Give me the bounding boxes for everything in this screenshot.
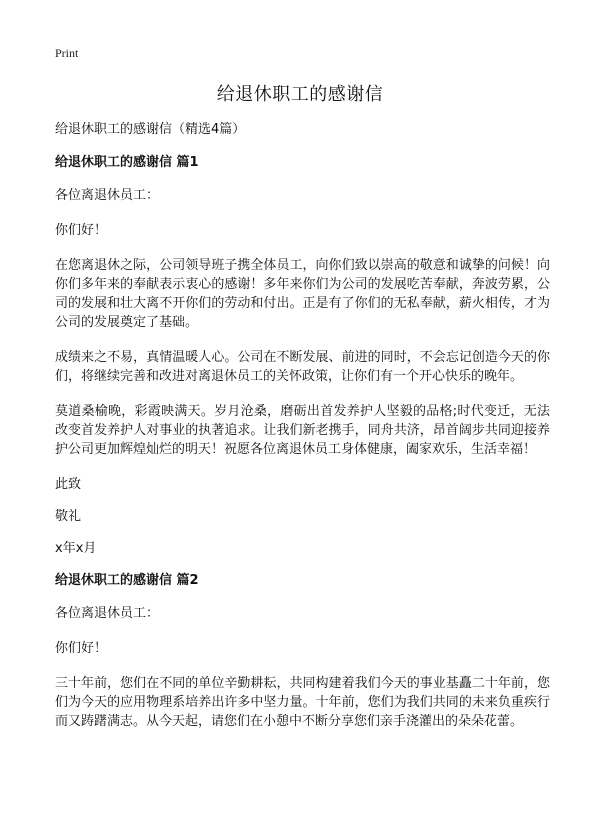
- article-2-heading: 给退休职工的感谢信 篇2: [55, 573, 199, 588]
- article-1-paragraph-1: 在您离退休之际，公司领导班子携全体员工，向你们致以崇高的敬意和诚挚的问候！向你们多年来的奉献表示衷心的感谢！多年来你们为公司的发展吃苦奉献，奔波劳累，公司的发展和壮大离不开你们的劳动和付出。正是有了你们的无私奉献，薪火相传，才为公司的发展奠定了基础。: [55, 258, 550, 330]
- article-1-paragraph-3: 莫道桑榆晚，彩霞映满天。岁月沧桑，磨砺出首发养护人坚毅的品格;时代变迁，无法改变首发养护人对事业的执著追求。让我们新老携手，同舟共济，昂首阔步共同迎接养护公司更加辉煌灿烂的明天！祝愿各位离退休员工身体健康，阖家欢乐，生活幸福！: [55, 404, 550, 457]
- article-1-greeting: 你们好！: [55, 223, 108, 238]
- article-2-salutation: 各位离退休员工：: [55, 606, 160, 621]
- article-1-paragraph-2: 成绩来之不易，真情温暖人心。公司在不断发展、前进的同时，不会忘记创造今天的你们，将继续完善和改进对离退休员工的关怀政策，让你们有一个开心快乐的晚年。: [55, 350, 550, 384]
- article-1-closing-2: 敬礼: [55, 509, 82, 524]
- article-1-heading: 给退休职工的感谢信 篇1: [55, 155, 199, 170]
- page-title: 给退休职工的感谢信: [216, 84, 384, 105]
- article-1-salutation: 各位离退休员工：: [55, 188, 160, 203]
- article-2-greeting: 你们好！: [55, 641, 108, 656]
- article-1-closing-1: 此致: [55, 477, 82, 492]
- article-2-paragraph-1: 三十年前，您们在不同的单位辛勤耕耘，共同构建着我们今天的事业基矗二十年前，您们为今天的应用物理系培养出许多中坚力量。十年前，您们为我们共同的未来负重疾行而又踌躇满志。从今天起，请您们在小憩中不断分享您们亲手浇灌出的朵朵花蕾。: [55, 676, 550, 729]
- article-1-date: x年x月: [55, 541, 97, 556]
- document-subtitle: 给退休职工的感谢信（精选4篇）: [55, 122, 246, 137]
- print-label: Print: [55, 46, 79, 60]
- document-body: [55, 120, 550, 747]
